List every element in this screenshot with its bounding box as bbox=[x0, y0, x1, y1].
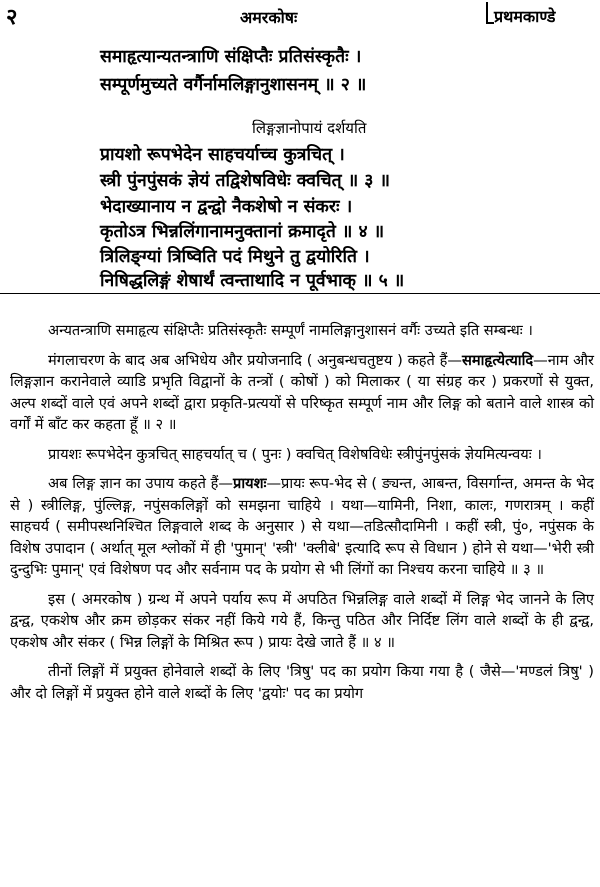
page-header bbox=[0, 0, 600, 34]
verse-line: भेदाख्यानाय न द्वन्द्वो नैकशेषो न संकरः । bbox=[100, 197, 353, 217]
para-text: इस ( अमरकोष ) ग्रन्थ में अपने पर्याय रूप में अपठित भिन्नलिङ्ग वाले शब्दों में लिङ्ग भेद जानने के लिए द्वन्द्व, एकशेष और क्रम छोड़कर संकर नहीं किये गये हैं, किन्तु पठित और निर्दिष्ट लिंग वाले शब्दों के ही द्वन्द्व, एकशेष और संकर ( भिन्न लिङ्गों के मिश्रित रूप ) प्रायः देखे जाते हैं ॥ ४ ॥ bbox=[10, 590, 594, 651]
para-text: अब लिङ्ग ज्ञान का उपाय कहते हैं— bbox=[48, 475, 234, 492]
running-title: अमरकोषः bbox=[240, 8, 298, 27]
section-divider bbox=[0, 293, 600, 294]
commentary-paragraph bbox=[10, 661, 594, 704]
anvaya-text: अन्यतन्त्राणि समाहृत्य संक्षिप्तैः प्रतिसंस्कृतैः सम्पूर्णं नामलिङ्गानुशासनं वर्गैः उच्यते इति सम्बन्धः । bbox=[48, 322, 533, 339]
commentary-paragraph bbox=[10, 444, 594, 466]
verse-line: निषिद्धलिङ्गं शेषार्थं त्वन्ताथादि न पूर्वभाक् ॥ ५ ॥ bbox=[100, 271, 405, 291]
commentary-paragraph bbox=[10, 350, 594, 436]
section-bracket bbox=[486, 2, 494, 24]
commentary-paragraph bbox=[10, 320, 594, 342]
verse-line: त्रिलिङ्ग्यां त्रिष्विति पदं मिथुने तु द्वयोरिति । bbox=[100, 247, 370, 267]
sub-heading: लिङ्गज्ञानोपायं दर्शयति bbox=[252, 119, 367, 137]
para-text: तीनों लिङ्गों में प्रयुक्त होनेवाले शब्दों के लिए 'त्रिषु' पद का प्रयोग किया गया है ( जैसे—'मण्डलं त्रिषु' ) और दो लिङ्गों में प्रयुक्त होने वाले शब्दों के लिए 'द्वयोः' पद का प्रयोग bbox=[10, 663, 594, 702]
para-text: —नाम और लिङ्गज्ञान करानेवाले व्याडि प्रभृति विद्वानों के तन्त्रों ( कोषों ) को मिलाकर ( या संग्रह कर ) प्रकरणों से युक्त, अल्प शब्दों वाले एवं अपने शब्दों द्वारा प्रकृति-प्रत्ययों से परिष्कृत सम्पूर्ण नाम और लिङ्ग को बताने वाले शास्त्र को वर्गों में बाँट कर कहता हूँ ॥ २ ॥ bbox=[10, 351, 594, 433]
verse-line: प्रायशो रूपभेदेन साहचर्याच्च कुत्रचित् । bbox=[100, 145, 345, 165]
verse-line: समाहृत्यान्यतन्त्राणि संक्षिप्तैः प्रतिसंस्कृतैः । bbox=[100, 47, 362, 67]
commentary bbox=[10, 320, 594, 712]
anvaya-text: प्रायशः रूपभेदेन कुत्रचित् साहचर्यात् च ( पुनः ) क्वचित् विशेषविधेः स्त्रीपुंनपुंसकं ज्ञेयमित्यन्वयः । bbox=[48, 445, 542, 463]
commentary-paragraph bbox=[10, 473, 594, 581]
section-title: प्रथमकाण्डे bbox=[494, 7, 556, 26]
commentary-paragraph bbox=[10, 589, 594, 654]
page-number: २ bbox=[6, 5, 18, 30]
para-text: मंगलाचरण के बाद अब अभिधेय और प्रयोजनादि ( अनुबन्धचतुष्टय ) कहते हैं— bbox=[48, 351, 462, 369]
verse-line: कृतोऽत्र भिन्नलिंगानामनुक्तानां क्रमादृते ॥ ४ ॥ bbox=[100, 222, 385, 242]
para-text: —प्रायः रूप-भेद से ( ङ्यन्त, आबन्त, विसर्गान्त, अमन्त के भेद से ) स्त्रीलिङ्ग, पुंल्लिङ्ग, नपुंसकलिङ्गों को समझना चाहिये । यथा—यामिनी, निशा, कालः, गणरात्रम् । कहीं साहचर्य ( समीपस्थनिश्चित लिङ्गवाले शब्द के अनुसार ) से यथा—तडित्सौदामिनी । कहीं स्त्री, पुं०, नपुंसक के विशेष उपादान ( अर्थात् मूल श्लोकों में ही 'पुमान्' 'स्त्री' 'क्लीबे' इत्यादि रूप से विधान ) होने से यथा—'भेरी स्त्री दुन्दुभिः पुमान्' एवं विशेषण पद और सर्वनाम पद के प्रयोग से भी लिंगों का निश्चय करना चाहिये ॥ ३ ॥ bbox=[10, 475, 594, 578]
keyword: प्रायशः bbox=[233, 475, 267, 492]
verse-line: सम्पूर्णमुच्यते वर्गैर्नामलिङ्गानुशासनम् ॥ २ ॥ bbox=[100, 75, 367, 95]
keyword: समाहृत्येत्यादि bbox=[462, 351, 534, 369]
verse-line: स्त्री पुंनपुंसकं ज्ञेयं तद्विशेषविधेः क्वचित् ॥ ३ ॥ bbox=[100, 171, 390, 191]
